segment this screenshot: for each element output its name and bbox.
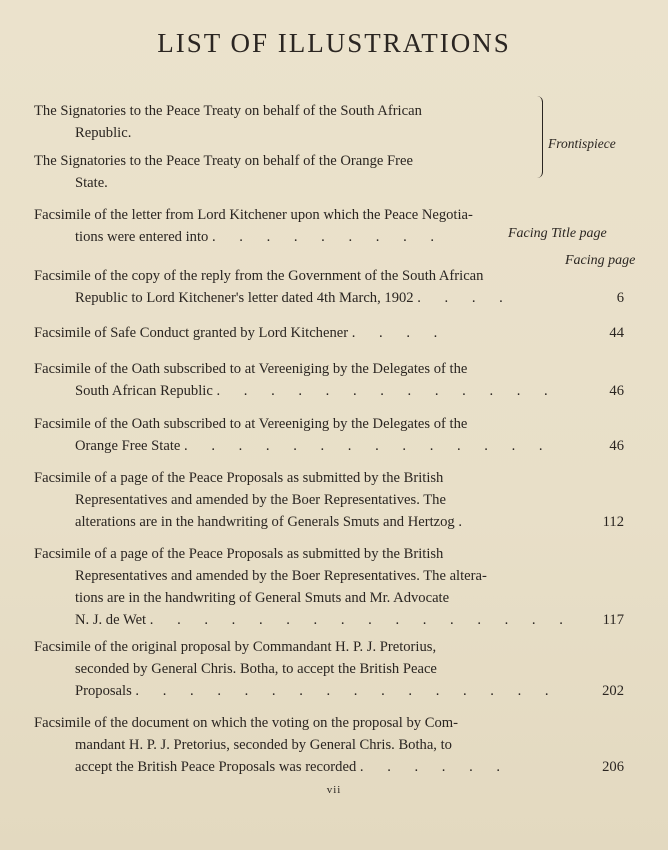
- brace-mark: [536, 96, 543, 178]
- list-item: [34, 712, 624, 778]
- entry-line: Republic.: [75, 125, 132, 141]
- dot-leader: . . . . . . . . . . . . .: [216, 383, 558, 399]
- entry-line: [34, 756, 624, 778]
- entry-line: The Signatories to the Peace Treaty on behalf of the Orange Free: [34, 153, 413, 169]
- entry-text: South African Republic: [75, 383, 213, 399]
- entry-line: Facsimile of a page of the Peace Proposals as submitted by the British: [34, 546, 444, 562]
- entry-line: Facsimile of the document on which the voting on the proposal by Com-: [34, 715, 458, 731]
- entry-line: Representatives and amended by the Boer Representatives. The altera-: [75, 568, 487, 584]
- entry-line: [34, 609, 624, 631]
- page-number: 6: [616, 290, 624, 306]
- list-item: [34, 636, 624, 702]
- list-item: [34, 467, 624, 533]
- page-number: 46: [609, 438, 624, 454]
- dot-leader: . . . . . . . . . . . . . . . .: [149, 612, 573, 628]
- dot-leader: .: [458, 514, 473, 530]
- entry-line: Representatives and amended by the Boer Representatives. The: [75, 492, 446, 508]
- dot-leader: . . . . . . . . . . . . . . . .: [135, 683, 559, 699]
- dot-leader: . . . . . . . . . . . . . .: [184, 438, 553, 454]
- entry-line: Facsimile of the Oath subscribed to at Vereeniging by the Delegates of the: [34, 361, 468, 377]
- entry-text: tions were entered into: [75, 229, 209, 245]
- entry-text: Orange Free State: [75, 438, 181, 454]
- page-number: 202: [602, 683, 624, 699]
- entry-line: [34, 435, 624, 457]
- entry-text: Republic to Lord Kitchener's letter dated 4th March, 1902: [75, 290, 414, 306]
- entry-text: N. J. de Wet: [75, 612, 147, 628]
- frontispiece-label: Frontispiece: [548, 136, 616, 151]
- page-number: 44: [609, 325, 624, 341]
- entry-line: State.: [75, 175, 108, 191]
- list-item: [34, 413, 624, 457]
- dot-leader: . . . .: [351, 325, 448, 341]
- entry-line: Facsimile of the Oath subscribed to at Vereeniging by the Delegates of the: [34, 416, 468, 432]
- entry-line: seconded by General Chris. Botha, to accept the British Peace: [75, 661, 437, 677]
- entry-line: Facsimile of the letter from Lord Kitchener upon which the Peace Negotia-: [34, 207, 473, 223]
- entry-line: mandant H. P. J. Pretorius, seconded by General Chris. Botha, to: [75, 737, 452, 753]
- entry-line: [34, 287, 624, 309]
- entry-text: accept the British Peace Proposals was recorded: [75, 759, 357, 775]
- entry-line: Facsimile of the copy of the reply from the Government of the South African: [34, 268, 484, 284]
- list-item: [34, 322, 624, 344]
- page-number: 206: [602, 759, 624, 775]
- facing-title-page-label: Facing Title page: [508, 226, 607, 241]
- list-item: [34, 543, 624, 631]
- entry-line: The Signatories to the Peace Treaty on behalf of the South African: [34, 103, 422, 119]
- dot-leader: . . . . . . . . .: [211, 229, 445, 245]
- facing-page-label: Facing page: [565, 253, 636, 268]
- entry-text: Proposals: [75, 683, 132, 699]
- list-item: [34, 358, 624, 402]
- dot-leader: . . . .: [417, 290, 513, 306]
- entry-line: tions are in the handwriting of General Smuts and Mr. Advocate: [75, 590, 450, 606]
- folio-number: vii: [326, 784, 342, 796]
- entry-line: Facsimile of the original proposal by Commandant H. P. J. Pretorius,: [34, 639, 437, 655]
- page-number: 46: [609, 383, 624, 399]
- list-item: [34, 265, 624, 309]
- entry-line: [34, 511, 624, 533]
- entry-line: [34, 380, 624, 402]
- dot-leader: . . . . . .: [359, 759, 511, 775]
- entry-line: [34, 680, 624, 702]
- entry-line: Facsimile of a page of the Peace Proposals as submitted by the British: [34, 470, 444, 486]
- entry-text: alterations are in the handwriting of Generals Smuts and Hertzog: [75, 514, 455, 530]
- page-title: LIST OF ILLUSTRATIONS: [157, 28, 511, 58]
- entry-line: [34, 322, 624, 344]
- entry-text: Facsimile of Safe Conduct granted by Lord Kitchener: [34, 325, 349, 341]
- page-number: 117: [602, 612, 624, 628]
- page-number: 112: [602, 514, 624, 530]
